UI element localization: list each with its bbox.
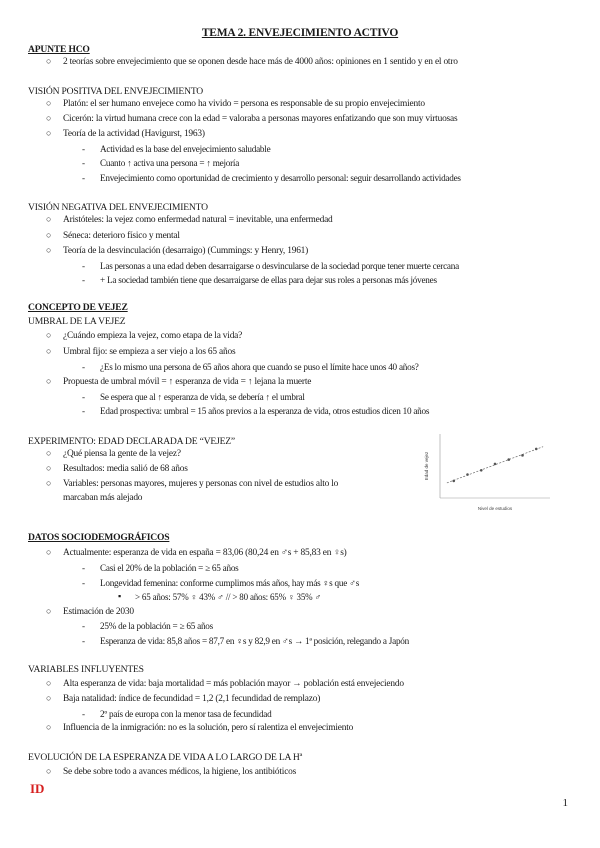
section-heading-positiva: VISIÓN POSITIVA DEL ENVEJECIMIENTO: [28, 86, 204, 97]
data-point: [507, 458, 510, 461]
data-point: [521, 454, 524, 457]
data-point: [466, 473, 469, 476]
section-heading-negativa: VISIÓN NEGATIVA DEL ENVEJECIMIENTO: [28, 202, 208, 213]
section-heading-concepto: CONCEPTO DE VEJEZ: [28, 302, 128, 313]
data-point: [452, 480, 455, 483]
subheading-umbral: UMBRAL DE LA VEJEZ: [28, 316, 126, 327]
data-point: [535, 448, 538, 451]
section-heading-evolucion: EVOLUCIÓN DE LA ESPERANZA DE VIDA A LO LARGO DE LA Hª: [28, 752, 303, 763]
section-heading-variables: VARIABLES INFLUYENTES: [28, 664, 144, 675]
page-title: TEMA 2. ENVEJECIMIENTO ACTIVO: [201, 27, 399, 39]
scatter-chart: [418, 428, 558, 514]
page-number: 1: [562, 797, 568, 809]
section-heading-apunte: APUNTE HCO: [28, 44, 90, 55]
y-axis-label: Edad de vejez: [424, 451, 429, 481]
document-page: TEMA 2. ENVEJECIMIENTO ACTIVO APUNTE HCO ○ 2 teorías sobre envejecimiento que se oponen desde hace más de 4000 años: opiniones en 1 sentido y en el otro VISIÓN POSITIVA DEL ENVEJECIMIENTO ○ Platón: el ser humano envejece como ha vivido = persona es responsable de su propio envejecimiento ○ Cicerón: la virtud humana crece con la edad = valoraba a personas mayores enfatizando que son muy virtuosas ○ Teoría de la actividad (Havigurst, 1963) - Actividad es la base del envejecimiento saludable - Cuanto ↑ activa una persona = ↑ mejoría - Envejecimiento como oportunidad de crecimiento y desarrollo personal: seguir desarrollando actividades VISIÓN NEGATIVA DEL ENVEJECIMIENTO ○ Aristóteles: la vejez como enfermedad natural = inevitable, una enfermedad ○ Séneca: deterioro físico y mental ○ Teoría de la desvinculación (desarraigo) (Cummings: y Henry, 1961) - Las personas a una edad deben desarraigarse o desvincularse de la sociedad porque tener muerte cercana - + La sociedad también tiene que desarraigarse de ellas para dejar sus roles a personas más jóvenes CONCEPTO DE VEJEZ UMBRAL DE LA VEJEZ ○ ¿Cuándo empieza la vejez, como etapa de la vida? ○ Umbral fijo: se empieza a ser viejo a los 65 años - ¿Es lo mismo una persona de 65 años ahora que cuando se puso el límite hace unos 40 años? ○ Propuesta de umbral móvil = ↑ esperanza de vida = ↑ lejana la muerte - Se espera que al ↑ esperanza de vida, se debería ↑ el umbral - Edad prospectiva: umbral = 15 años previos a la esperanza de vida, otros estudios dicen 10 años EXPERIMENTO: EDAD DECLARADA DE “VEJEZ” ○ ¿Qué piensa la gente de la vejez? ○ Resultados: media salió de 68 años ○ Variables: personas mayores, mujeres y personas con nivel de estudios alto lo marcaban más alejado Nivel de estudios Edad de vejez DATOS SOCIODEMOGRÁFICOS ○ Actualmente: esperanza de vida en españa = 83,06 (80,24 en ♂s + 85,83 en ♀s) - Casi el 20% de la población = ≥ 65 años - Longevidad femenina: conforme cumplimos más años, hay más ♀s que ♂s ▪ > 65 años: 57% ♀ 43% ♂ // > 80 años: 65% ♀ 35% ♂ ○ Estimación de 2030 - 25% de la población = ≥ 65 años - Esperanza de vida: 85,8 años = 87,7 en ♀s y 82,9 en ♂s → 1ª posición, relegando a Japón VARIABLES INFLUYENTES ○ Alta esperanza de vida: baja mortalidad = más población mayor → población está envejeciendo ○ Baja natalidad: índice de fecundidad = 1,2 (2,1 fecundidad de remplazo) - 2º país de europa con la menor tasa de fecundidad ○ Influencia de la inmigración: no es la solución, pero sí ralentiza el envejecimiento EVOLUCIÓN DE LA ESPERANZA DE VIDA A LO LARGO DE LA Hª ○ Se debe sobre todo a avances médicos, la higiene, los antibióticos ID 1: [0, 0, 600, 848]
logo-id: ID: [30, 781, 45, 796]
data-point: [494, 463, 497, 466]
x-axis-label: Nivel de estudios: [477, 506, 513, 511]
section-heading-experimento: EXPERIMENTO: EDAD DECLARADA DE “VEJEZ”: [28, 436, 235, 447]
data-point: [480, 469, 483, 472]
section-heading-datos: DATOS SOCIODEMOGRÁFICOS: [28, 532, 170, 543]
